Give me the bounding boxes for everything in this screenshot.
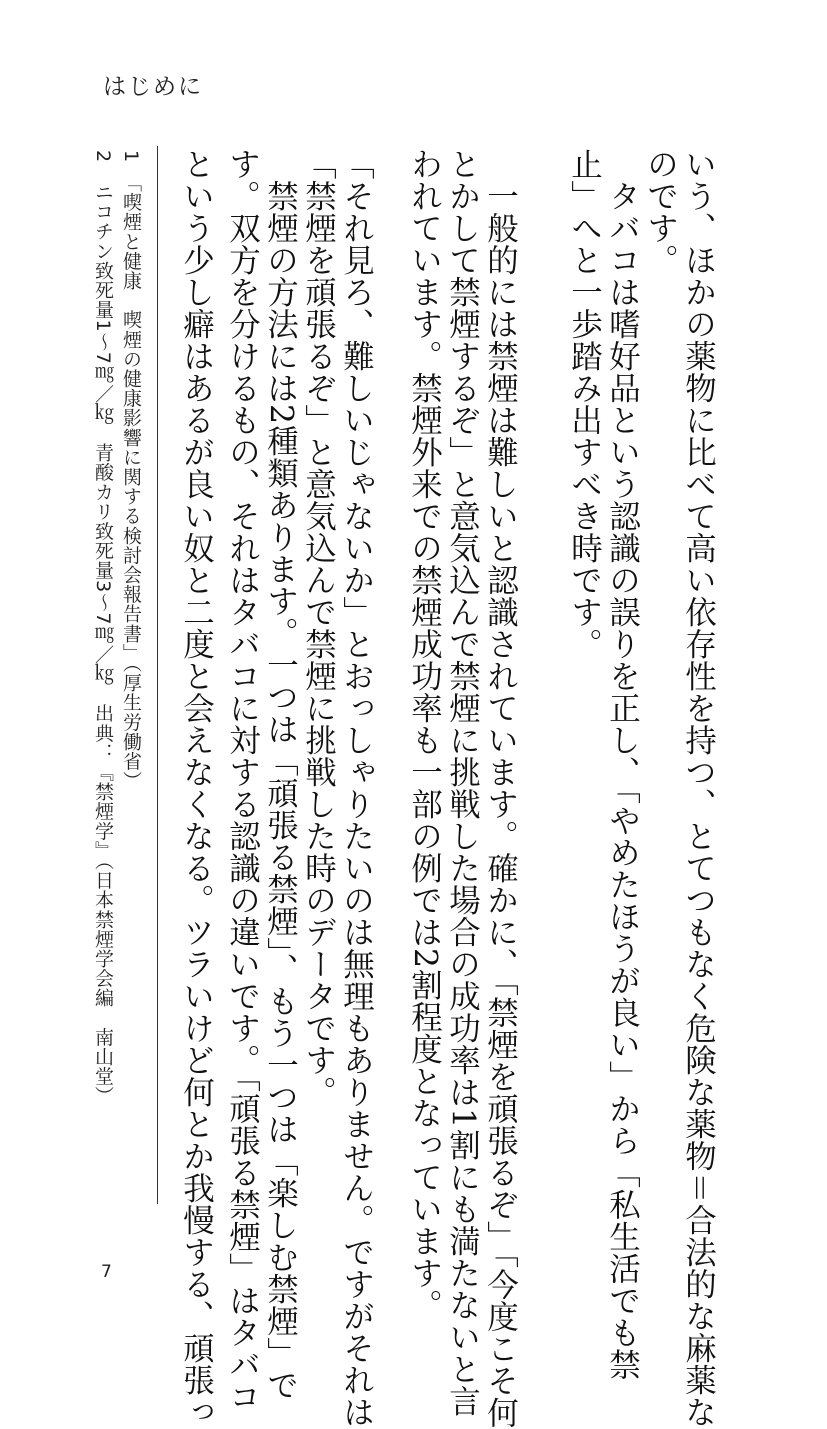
- footnote-1: [121, 150, 140, 791]
- footnote-spacer: [120, 163, 142, 183]
- footnote-2-number: 2: [92, 150, 114, 163]
- page-number: 7: [101, 1262, 112, 1282]
- footnote-2: [93, 150, 112, 1106]
- section-header: はじめに: [103, 74, 203, 100]
- footnote-spacer: [92, 163, 114, 183]
- footnote-divider: [157, 146, 158, 1204]
- body-column-12: す。双方を分けるもの、それはタバコに対する認識の違いです。「頑張る禁煙」はタバコ: [224, 148, 261, 1413]
- body-column-9: 「それ見ろ、難しいじゃないか」とおっしゃりたいのは無理もありません。ですがそれは: [338, 148, 375, 1428]
- body-column-6: 一般的には禁煙は難しいと認識されています。確かに、「禁煙を頑張るぞ」「今度こそ何: [482, 148, 519, 1429]
- footnote-1-number: 1: [120, 150, 142, 163]
- body-column-8: われています。禁煙外来での禁煙成功率も一部の例では2割程度となっています。: [406, 148, 443, 1321]
- footnote-2-text: ニコチン致死量1〜7㎎／㎏ 青酸カリ致死量3〜7㎎／㎏ 出典：『禁煙学』（日本禁煙学会編 南山堂）: [92, 182, 114, 1106]
- body-column-11: 禁煙の方法には2種類あります。一つは「頑張る禁煙」、もう一つは「楽しむ禁煙」で: [262, 148, 299, 1401]
- footnote-1-text: 「喫煙と健康 喫煙の健康影響に関する検討会報告書」（厚生労働省）: [120, 182, 142, 791]
- body-column-10: 「禁煙を頑張るぞ」と意気込んで禁煙に挑戦した時のデータです。: [300, 148, 337, 1108]
- body-column-2: のです。: [642, 148, 679, 276]
- body-column-13: という少し癖はあるが良い奴と二度と会えなくなる。ツラいけど何とか我慢する、頑張っ: [178, 148, 215, 1428]
- body-column-7: とかして禁煙するぞ」と意気込んで禁煙に挑戦した場合の成功率は1割にも満たないと言: [444, 148, 481, 1417]
- body-column-1: いう、ほかの薬物に比べて高い依存性を持つ、とてつもなく危険な薬物＝合法的な麻薬な: [680, 148, 717, 1429]
- body-column-3: タバコは嗜好品という認識の誤りを正し、「やめたほうが良い」から「私生活でも禁: [604, 148, 641, 1381]
- body-column-4: 止」へと一歩踏み出すべき時です。: [566, 148, 603, 660]
